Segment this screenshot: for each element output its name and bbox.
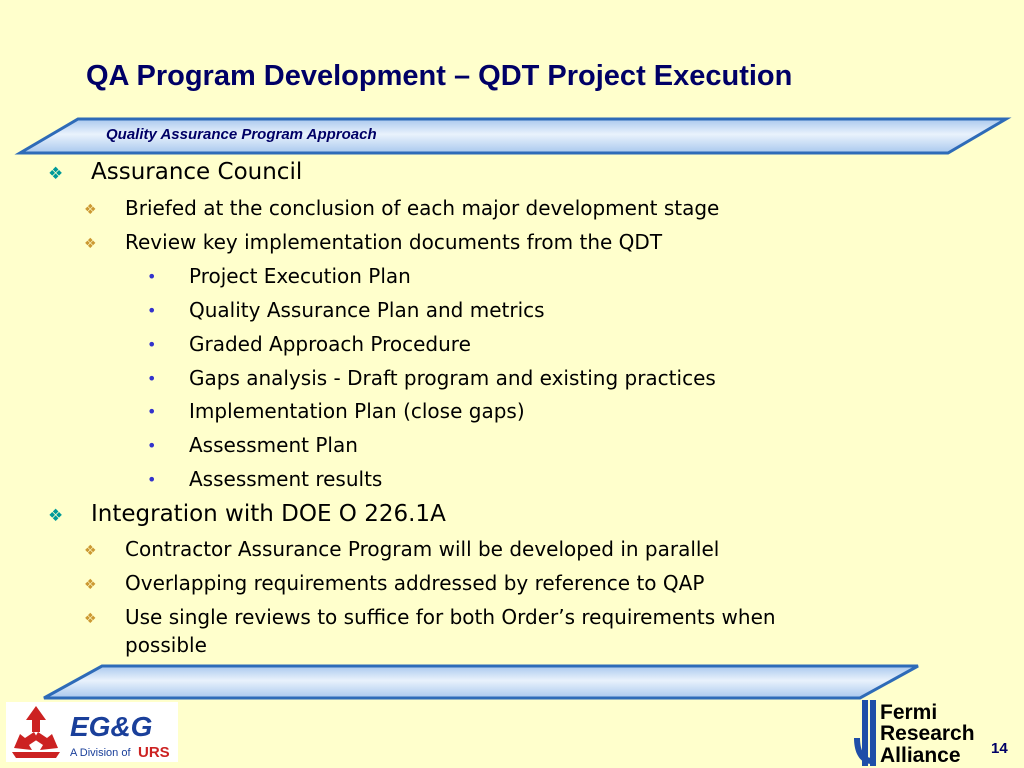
round-bullet-icon: • — [147, 470, 157, 489]
section-banner-label: Quality Assurance Program Approach — [106, 126, 377, 143]
list-item: Assessment results — [189, 467, 383, 491]
list-item: Project Execution Plan — [189, 264, 411, 288]
urs-wordmark: URS — [138, 744, 170, 761]
fermi-research-alliance-logo — [852, 698, 997, 766]
fra-line-1: Fermi — [880, 701, 938, 724]
fra-line-3: Alliance — [880, 744, 961, 766]
list-item: Use single reviews to suffice for both Order’s requirements when — [125, 605, 776, 629]
round-bullet-icon: • — [147, 335, 157, 354]
egg-division-text: A Division of — [70, 747, 131, 759]
list-item: Contractor Assurance Program will be developed in parallel — [125, 537, 720, 561]
list-item: Assessment Plan — [189, 433, 358, 457]
round-bullet-icon: • — [147, 267, 157, 286]
four-diamond-icon: ❖ — [84, 543, 97, 559]
diamond-outline-icon: ❖ — [48, 164, 64, 184]
diamond-outline-icon: ❖ — [48, 506, 64, 526]
list-item: Quality Assurance Plan and metrics — [189, 298, 545, 322]
fra-line-2: Research — [880, 722, 975, 745]
slide-title: QA Program Development – QDT Project Execution — [86, 60, 793, 92]
list-item: Gaps analysis - Draft program and existing practices — [189, 366, 716, 390]
list-item: Implementation Plan (close gaps) — [189, 399, 525, 423]
list-item-continuation: possible — [125, 633, 207, 657]
list-item: Review key implementation documents from the QDT — [125, 230, 663, 254]
round-bullet-icon: • — [147, 369, 157, 388]
list-item: Briefed at the conclusion of each major development stage — [125, 196, 720, 220]
four-diamond-icon: ❖ — [84, 577, 97, 593]
list-item: Graded Approach Procedure — [189, 332, 471, 356]
footer-banner — [0, 662, 1024, 702]
round-bullet-icon: • — [147, 402, 157, 421]
four-diamond-icon: ❖ — [84, 202, 97, 218]
round-bullet-icon: • — [147, 301, 157, 320]
fermi-symbol-icon — [854, 700, 876, 766]
list-item: Overlapping requirements addressed by reference to QAP — [125, 571, 705, 595]
round-bullet-icon: • — [147, 436, 157, 455]
four-diamond-icon: ❖ — [84, 611, 97, 627]
bullet-assurance-council: Assurance Council — [91, 159, 303, 185]
egg-urs-logo — [6, 702, 178, 762]
bullet-integration-doe: Integration with DOE O 226.1A — [91, 501, 446, 527]
page-number: 14 — [991, 740, 1008, 757]
four-diamond-icon: ❖ — [84, 236, 97, 252]
egg-wordmark: EG&G — [70, 711, 153, 742]
